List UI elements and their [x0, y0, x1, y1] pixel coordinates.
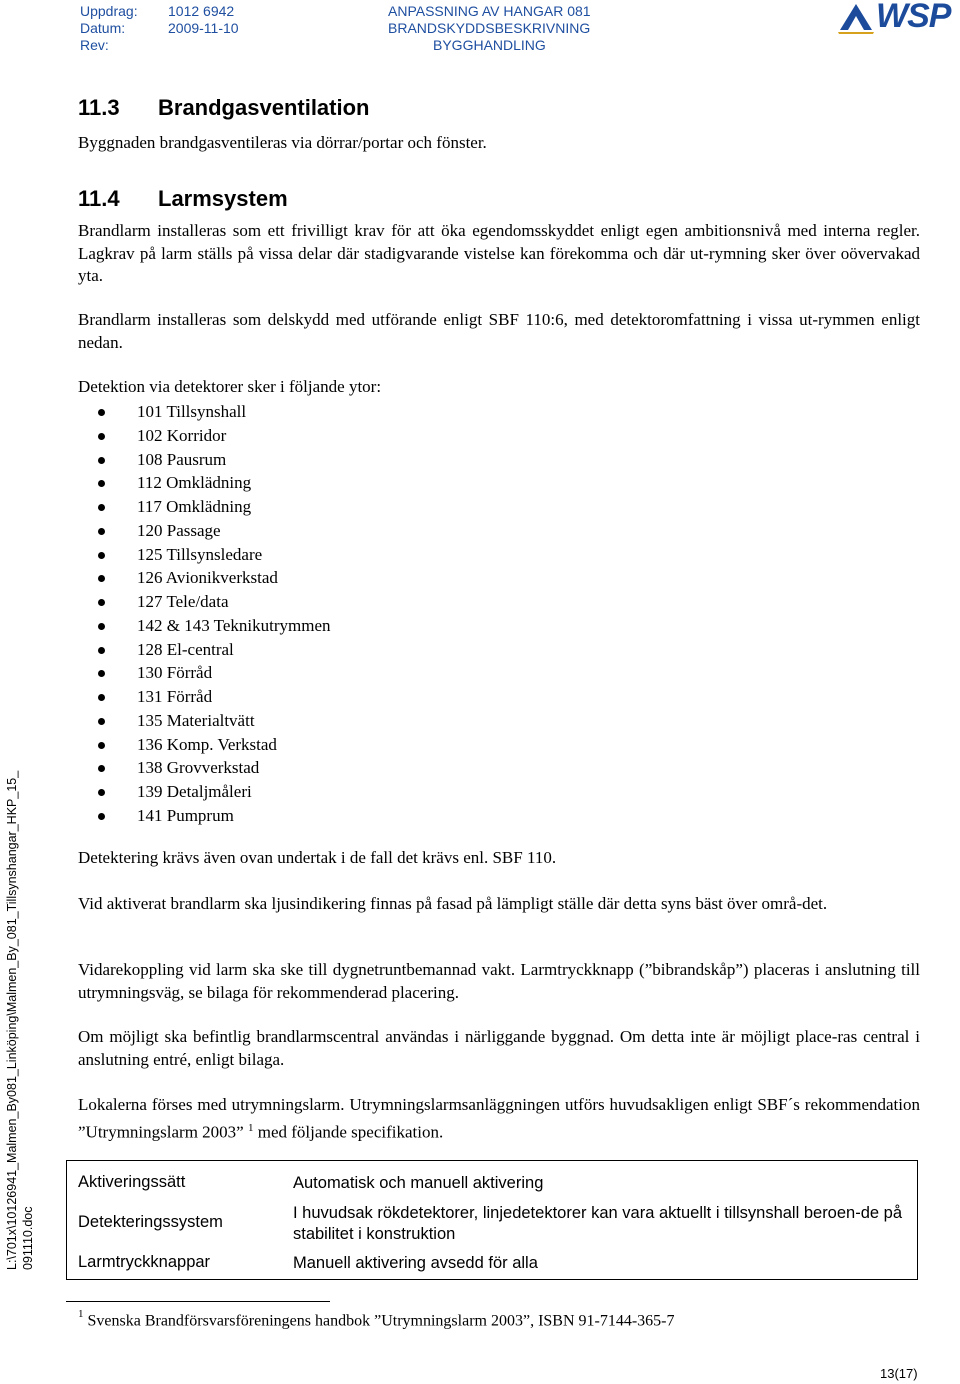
file-path: [4, 770, 36, 1270]
table-key: Detekteringssystem: [78, 1213, 223, 1231]
table-key: Larmtryckknappar: [78, 1253, 211, 1271]
footnote: [78, 1310, 675, 1330]
paragraph: Vid aktiverat brandlarm ska ljusindikering finnas på fasad på lämpligt ställe där detta syns bäst över områ-det.: [78, 894, 828, 913]
list-item: 126 Avionikverkstad: [78, 566, 331, 590]
list-item: 125 Tillsynsledare: [78, 543, 331, 567]
list-item: 135 Materialtvätt: [78, 709, 331, 733]
paragraph: Om möjligt ska befintlig brandlarmscentral användas i närliggande byggnad. Om detta inte är möjligt place-ras central i anslutning entré, enligt bilaga.: [78, 1027, 920, 1069]
document-type: BRANDSKYDDSBESKRIVNING: [388, 20, 591, 36]
list-item: 128 El-central: [78, 638, 331, 662]
page-number: 13(17): [880, 1366, 918, 1381]
uppdrag-label: Uppdrag:: [80, 3, 138, 19]
file-path-line: 091110.doc: [21, 1206, 35, 1270]
paragraph: [78, 1094, 920, 1144]
uppdrag-value: 1012 6942: [168, 3, 235, 19]
section-11-4-heading: [78, 186, 288, 212]
paragraph: Detektion via detektorer sker i följande ytor:: [78, 377, 382, 396]
list-item: 142 & 143 Teknikutrymmen: [78, 614, 331, 638]
section-title: Brandgasventilation: [158, 95, 370, 120]
file-path-line: L:\701x\10126941_Malmen_By081_Linköping\Malmen_By_081_Tillsynshangar_HKP_15_: [5, 770, 19, 1270]
list-item: 108 Pausrum: [78, 448, 331, 472]
paragraph-text: Lokalerna förses med utrymningslarm. Utrymningslarmsanläggningen utförs huvudsakligen enligt SBF´s rekommendation ”Utrymningslarm 2003”: [78, 1095, 920, 1142]
table-key: Aktiveringssätt: [78, 1173, 186, 1191]
list-item: 112 Omklädning: [78, 471, 331, 495]
list-item: 131 Förråd: [78, 685, 331, 709]
footnote-reference: 1: [247, 1121, 254, 1134]
list-item: 101 Tillsynshall: [78, 400, 331, 424]
wsp-logo: [836, 2, 958, 34]
paragraph: Brandlarm installeras som ett frivilligt krav för att öka egendomsskyddet enligt egen ambitionsnivå med interna regler. Lagkrav på larm ställs på vissa delar där stadigvarande vistelse kan förekomma och där ut-rymning sker över oövervakad yta.: [78, 221, 920, 285]
paragraph: Byggnaden brandgasventileras via dörrar/portar och fönster.: [78, 133, 487, 152]
paragraph: Detektering krävs även ovan undertak i de fall det krävs enl. SBF 110.: [78, 848, 557, 867]
list-item: 102 Korridor: [78, 424, 331, 448]
list-item: 136 Komp. Verkstad: [78, 733, 331, 757]
list-item: 141 Pumprum: [78, 804, 331, 828]
paragraph: Brandlarm installeras som delskydd med utförande enligt SBF 110:6, med detektoromfattning i vissa ut-rymmen enligt nedan.: [78, 310, 920, 352]
list-item: 127 Tele/data: [78, 590, 331, 614]
specification-table: [66, 1160, 918, 1280]
section-number: 11.4: [78, 186, 120, 211]
table-value: Automatisk och manuell aktivering: [293, 1174, 544, 1192]
list-item: 130 Förråd: [78, 661, 331, 685]
footnote-number: 1: [78, 1308, 84, 1320]
list-item: 117 Omklädning: [78, 495, 331, 519]
section-title: Larmsystem: [158, 186, 288, 211]
paragraph: Vidarekoppling vid larm ska ske till dygnetruntbemannad vakt. Larmtryckknapp (”bibrandskåp”) placeras i anslutning till utrymningsväg, se bilaga för rekommenderad placering.: [78, 960, 920, 1002]
table-value: I huvudsak rökdetektorer, linjedetektorer kan vara aktuellt i tillsynshall beroen-de på stabilitet i konstruktion: [293, 1204, 903, 1243]
footnote-separator: [66, 1301, 330, 1302]
list-item: 139 Detaljmåleri: [78, 780, 331, 804]
section-11-3-heading: [78, 95, 369, 121]
rev-label: Rev:: [80, 37, 109, 53]
document-stage: BYGGHANDLING: [433, 37, 546, 53]
table-value: Manuell aktivering avsedd för alla: [293, 1254, 538, 1272]
detection-room-list: [78, 400, 331, 828]
list-item: 120 Passage: [78, 519, 331, 543]
project-title: ANPASSNING AV HANGAR 081: [388, 3, 591, 19]
wsp-logo-text: WSP: [876, 0, 951, 35]
list-item: 138 Grovverkstad: [78, 756, 331, 780]
paragraph-text: med följande specifikation.: [253, 1122, 444, 1142]
wsp-mark-icon: [836, 2, 876, 34]
datum-value: 2009-11-10: [168, 20, 239, 36]
footnote-text: Svenska Brandförsvarsföreningens handbok ”Utrymningslarm 2003”, ISBN 91-7144-365-7: [87, 1312, 675, 1330]
section-number: 11.3: [78, 95, 120, 120]
page-header: [0, 0, 960, 60]
datum-label: Datum:: [80, 20, 126, 36]
